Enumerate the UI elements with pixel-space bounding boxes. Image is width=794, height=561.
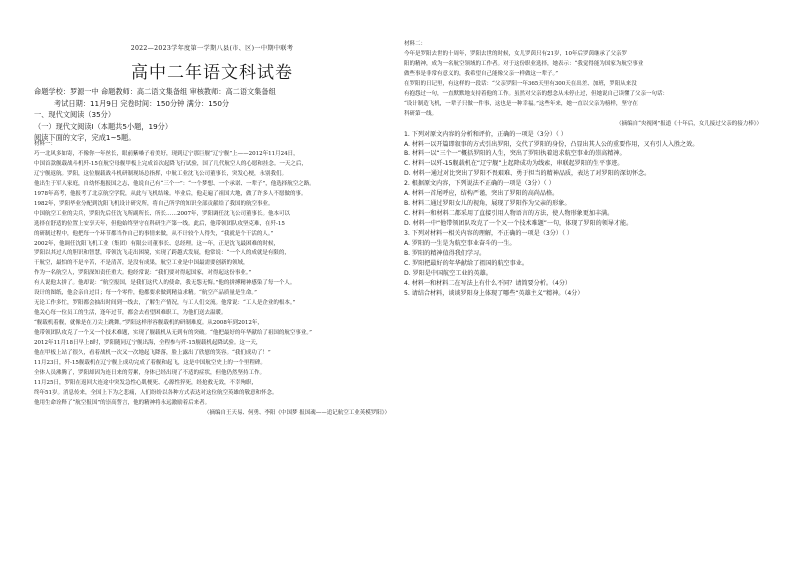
left-line: 他带领团队攻克了一个又一个技术难题，实现了舰载机从无到有的突破。“他把最好的年华献给了祖国的航空事业。” [34,330,312,337]
right-line: B. 材料一以“三个一”概括罗阳的人生，突出了罗阳执着追求航空事业的崇高精神。 [404,150,626,158]
right-column-text [404,40,762,299]
left-column-text [34,140,390,419]
right-line: 阳的精神，成为一名航空领域的工作者。对于这份职业选择，她表示：“我觉得能为国家为航空事业 [404,60,644,67]
right-line: D. 材料一中“他带领团队攻克了一个又一个技术难题”一句，体现了罗阳的领导才能。 [404,220,633,228]
right-line: A. 材料一首尾呼应，结构严谨，突出了罗阳的高尚品格。 [404,190,559,198]
right-line: 做些事是非常有意义的，我希望自己能像父亲一样做这一辈子。” [404,70,559,77]
right-line: 在罗阳的日记里，有这样的一段话：“父亲罗阳一年365天里有300天在出差、加班，罗阳从来没 [404,80,637,87]
right-line: 3. 下列对材料一相关内容的理解，不正确的一项是（3分）（ ） [404,230,573,238]
exam-title: 高中二年语文科试卷 [131,63,293,83]
left-line: 全体人员沸腾了，罗阳却因为连日来的劳累，身体已经出现了不适的症状，但他仍然坚持工作。 [34,369,266,376]
subsection-heading: （一）现代文阅读Ⅰ（本题共5小题，19分） [34,121,173,131]
right-line: A. 罗阳的一生是为航空事业奋斗的一生。 [404,240,516,248]
right-line: D. 罗阳是中国航空工业的英雄。 [404,269,492,277]
left-line: 中国首款舰载战斗机歼-15在航空母舰甲板上完成首次起降飞行试验，国了几代航空人的心愿和挂念。一天之后， [34,160,307,167]
left-line: 巧一北风多如寄，不像你一年丝长，眼前紫嗓子看美好，现到辽宁那巨舰“辽宁舰”上——2012年11月24日， [34,150,299,157]
left-line: 他关心每一位员工的生活，逢年过节，都会去看望困难职工，为他们送去温暖。 [34,310,227,317]
right-line: “设计制造飞机，一辈子只做一件事，这也是一种幸福。”这些年来，她一直以父亲为榜样，坚守在 [404,100,638,107]
left-line: 选择在舒适的位置上安享天年，但他始终坚守在科研生产第一线。此后，他带领团队攻坚克难，在歼-15 [34,220,285,227]
left-line: 他用生命诠释了“航空报国”的崇高誓言，他的精神将永远激励着后来者。 [34,399,211,406]
left-line: 材料一： [34,141,57,147]
left-line: 2012年11月18日早上8时，罗阳随同辽宁舰出海，全程参与歼-15舰载机起降试验。这一天， [34,340,262,347]
right-line: B. 罗阳的精神值得我们学习。 [404,250,486,258]
exam-info-line-2: 考试日期：11月9日 完卷时间：150分钟 满分：150分 [54,98,230,108]
right-line: 科研第一线。 [404,110,438,117]
right-line: C. 材料一和材料二都采用了直接引用人物语言的方法，使人物形象更加丰满。 [404,210,614,218]
left-line: 11月23日，歼-15舰载机在辽宁舰上成功完成了着舰和起飞，这是中国航空史上的一个里程碑。 [34,359,266,366]
right-line: C. 材料一以歼-15舰载机在“辽宁舰”上起降成功为线索，串联起罗阳的生平事迹。 [404,160,624,168]
left-line: 中国航空工业的尖兵，罗阳先后任沈飞所副所长、所长……2007年，罗阳调任沈飞公司董事长。他本可以 [34,210,291,217]
right-line: 今年是罗阳去世的十周年，罗阳去世的时候，女儿罗茵只有21岁，10年后罗茵继承了父亲罗 [404,50,627,57]
left-line: 1982年，罗阳毕业分配到沈阳飞机设计研究所，将自己所学的知识全部贡献给了我国的航空事业。 [34,200,274,207]
section-heading: 一、现代文阅读（35分） [34,110,116,119]
right-line: （摘编自“央视网”报道《十年后，女儿接过父亲的接力棒》） [616,120,762,127]
left-line: 无论工作多忙，罗阳都会抽出时间到一线去，了解生产情况，与工人们交流。他常说：“工人是企业的根本。” [34,300,296,307]
left-line: “舰载机着舰，就像是在刀尖上跳舞。”罗阳这样形容舰载机的研制难度。从2008年到2012年， [34,320,263,327]
left-line: 有人说他太拼了。他却说：“航空报国，是我们这代人的使命，我无怨无悔。”他的拼搏精神感染了每一个人。 [34,280,296,287]
right-line: 5. 请结合材料，谈谈罗阳身上体现了哪些“英雄主义”精神。（4分） [404,289,584,297]
right-line: 有抱怨过一句，一直默默地支持着他的工作。虽然对父亲的想念从未停止过，但她说自己读懂了父亲一句话： [404,90,669,97]
right-line: D. 材料一通过对比突出了罗阳不畏艰难、勇于担当的精神品质，表达了对罗阳的深切怀念。 [404,170,651,178]
exam-info-line-1: 命题学校：罗源一中 命题教师：高二语文集备组 审核教师：高二语文集备组 [34,87,276,96]
right-line: B. 材料二通过罗阳女儿的视角，展现了罗阳作为父亲的形象。 [404,200,571,208]
right-line: 1. 下列对原文内容的分析和评价，正确的一项是（3分）（ ） [404,130,567,138]
left-line: 干航空，最怕的不是辛苦，不是清苦，是没有成果，航空工业是中国最需要创新的领域， [34,260,249,267]
left-line: 罗阳以其过人的胆识和智慧，带领沈飞走出困境，实现了跨越式发展，他常说：“一个人的成就是有限的， [34,250,290,257]
left-line: 终年51岁。消息传来，全国上下为之悲痛，人们纷纷以各种方式表达对这位航空英雄的敬意和怀念。 [34,389,278,396]
left-line: 的研制过程中，他把每一个环节都当作自己的事情来做，从不计较个人得失，“我就是个干活的人。” [34,230,274,237]
reading-instruction: 阅读下面的文字，完成1~5题。 [34,133,136,142]
left-line: 1978年高考，他报考了北京航空学院，从此与飞机结缘。毕业后，他走遍了祖国大地，做了许多人不愿做的事。 [34,190,307,197]
left-line: 作为一名航空人，罗阳深知责任重大。他经常说：“我们要对得起国家，对得起这份事业。” [34,270,252,277]
left-line: 辽宁舰返航。罗阳，这位舰载战斗机研制现场总指挥，中航工业沈飞公司董事长，突发心梗，永别我们。 [34,170,288,177]
right-line: A. 材料一以开篇即叙事的方式引出罗阳，交代了罗阳的身份，凸显出其人公的重要作用，又有引人入胜之效。 [404,140,699,148]
left-line: 设计的图纸，他会亲自过目；每一个零件，他都要求做到精益求精。“航空产品质量是生命。” [34,290,257,297]
right-line: C. 罗阳把最好的年华献给了祖国的航空事业。 [404,259,528,267]
exam-header-line: 2022—2023学年度第一学期八县(市、区)一中期中联考 [130,45,294,52]
left-line: 他出生于军人家庭，自幼怀抱报国之志，他说自己有“三个一”：“一个梦想、一个承诺、一辈子”，他选择航空之路。 [34,180,315,187]
left-line: （摘编自王天易、何勇、李阳《中国梦 报国魂——追记航空工业英模罗阳》） [203,409,390,416]
left-line: 11月25日，罗阳在返回大连途中突发急性心肌梗死、心源性猝死，经抢救无效，不幸殉职， [34,379,257,386]
right-line: 材料二： [404,41,427,47]
left-line: 2002年，他调任沈阳飞机工业（集团）有限公司董事长、总经理。这一年，正是沈飞最困难的时候， [34,240,280,247]
right-line: 2. 根据原文内容，下列说法不正确的一项是（3分）（ ） [404,180,555,188]
exam-info-block [34,86,390,144]
right-line: 4. 材料一和材料二在写法上有什么不同？请简要分析。（4分） [404,279,572,287]
left-line: 他在甲板上站了很久，看着战机一次又一次地起飞降落，脸上露出了欣慰的笑容。“我们成功了！” [34,350,271,357]
